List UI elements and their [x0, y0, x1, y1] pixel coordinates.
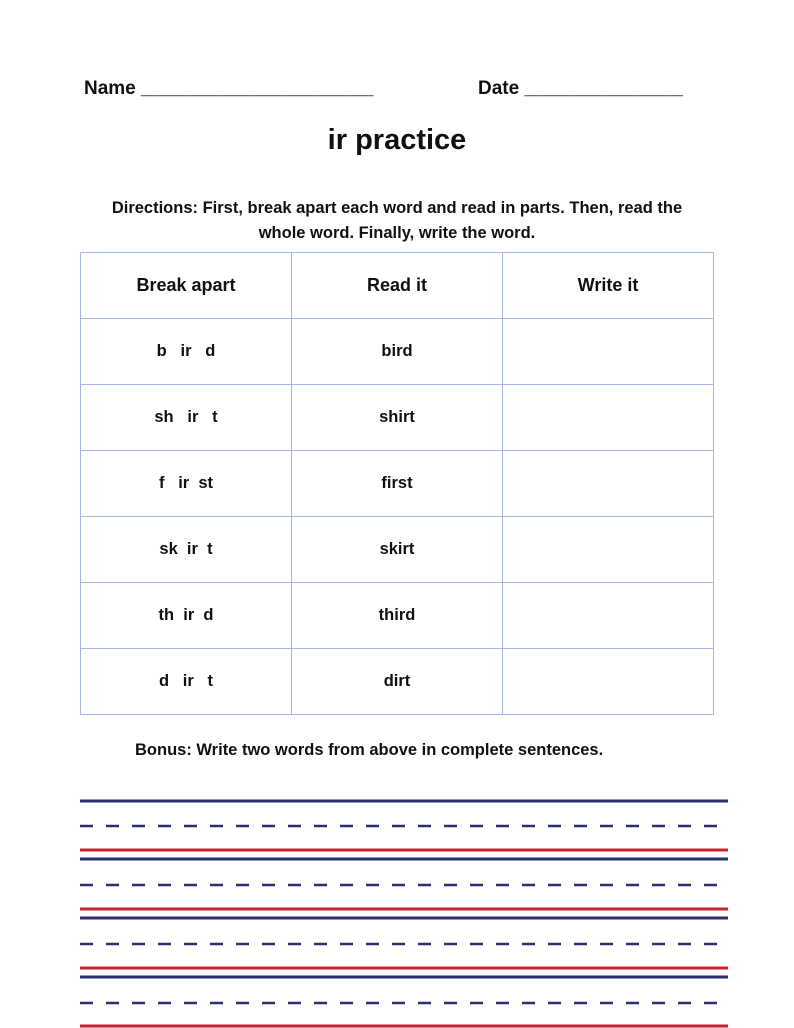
header-row [84, 78, 724, 104]
table-header-row [81, 253, 714, 319]
write-it-cell[interactable] [503, 517, 714, 583]
column-header-break-apart: Break apart [81, 253, 292, 319]
write-it-cell[interactable] [503, 451, 714, 517]
table-row [81, 517, 714, 583]
break-apart-cell: sh ir t [81, 385, 292, 451]
read-it-cell: dirt [292, 649, 503, 715]
read-it-cell: skirt [292, 517, 503, 583]
break-apart-cell: sk ir t [81, 517, 292, 583]
read-it-cell: bird [292, 319, 503, 385]
bonus-prompt: Bonus: Write two words from above in complete sentences. [135, 741, 604, 759]
table-row [81, 649, 714, 715]
read-it-cell: shirt [292, 385, 503, 451]
break-apart-cell: f ir st [81, 451, 292, 517]
handwriting-lines[interactable] [80, 790, 728, 1028]
break-apart-cell: th ir d [81, 583, 292, 649]
break-apart-cell: d ir t [81, 649, 292, 715]
date-field[interactable]: Date _______________ [478, 78, 683, 99]
write-it-cell[interactable] [503, 583, 714, 649]
table-row [81, 583, 714, 649]
page-title: ir practice [327, 124, 467, 156]
name-field[interactable]: Name ______________________ [84, 78, 374, 99]
directions-text: Directions: First, break apart each word and read in parts. Then, read the whole word. Finally, write the word. [111, 199, 683, 242]
read-it-cell: third [292, 583, 503, 649]
write-it-cell[interactable] [503, 649, 714, 715]
break-apart-cell: b ir d [81, 319, 292, 385]
table-row [81, 451, 714, 517]
practice-table [80, 252, 714, 715]
column-header-write-it: Write it [503, 253, 714, 319]
write-it-cell[interactable] [503, 319, 714, 385]
write-it-cell[interactable] [503, 385, 714, 451]
table-row [81, 319, 714, 385]
read-it-cell: first [292, 451, 503, 517]
table-row [81, 385, 714, 451]
column-header-read-it: Read it [292, 253, 503, 319]
